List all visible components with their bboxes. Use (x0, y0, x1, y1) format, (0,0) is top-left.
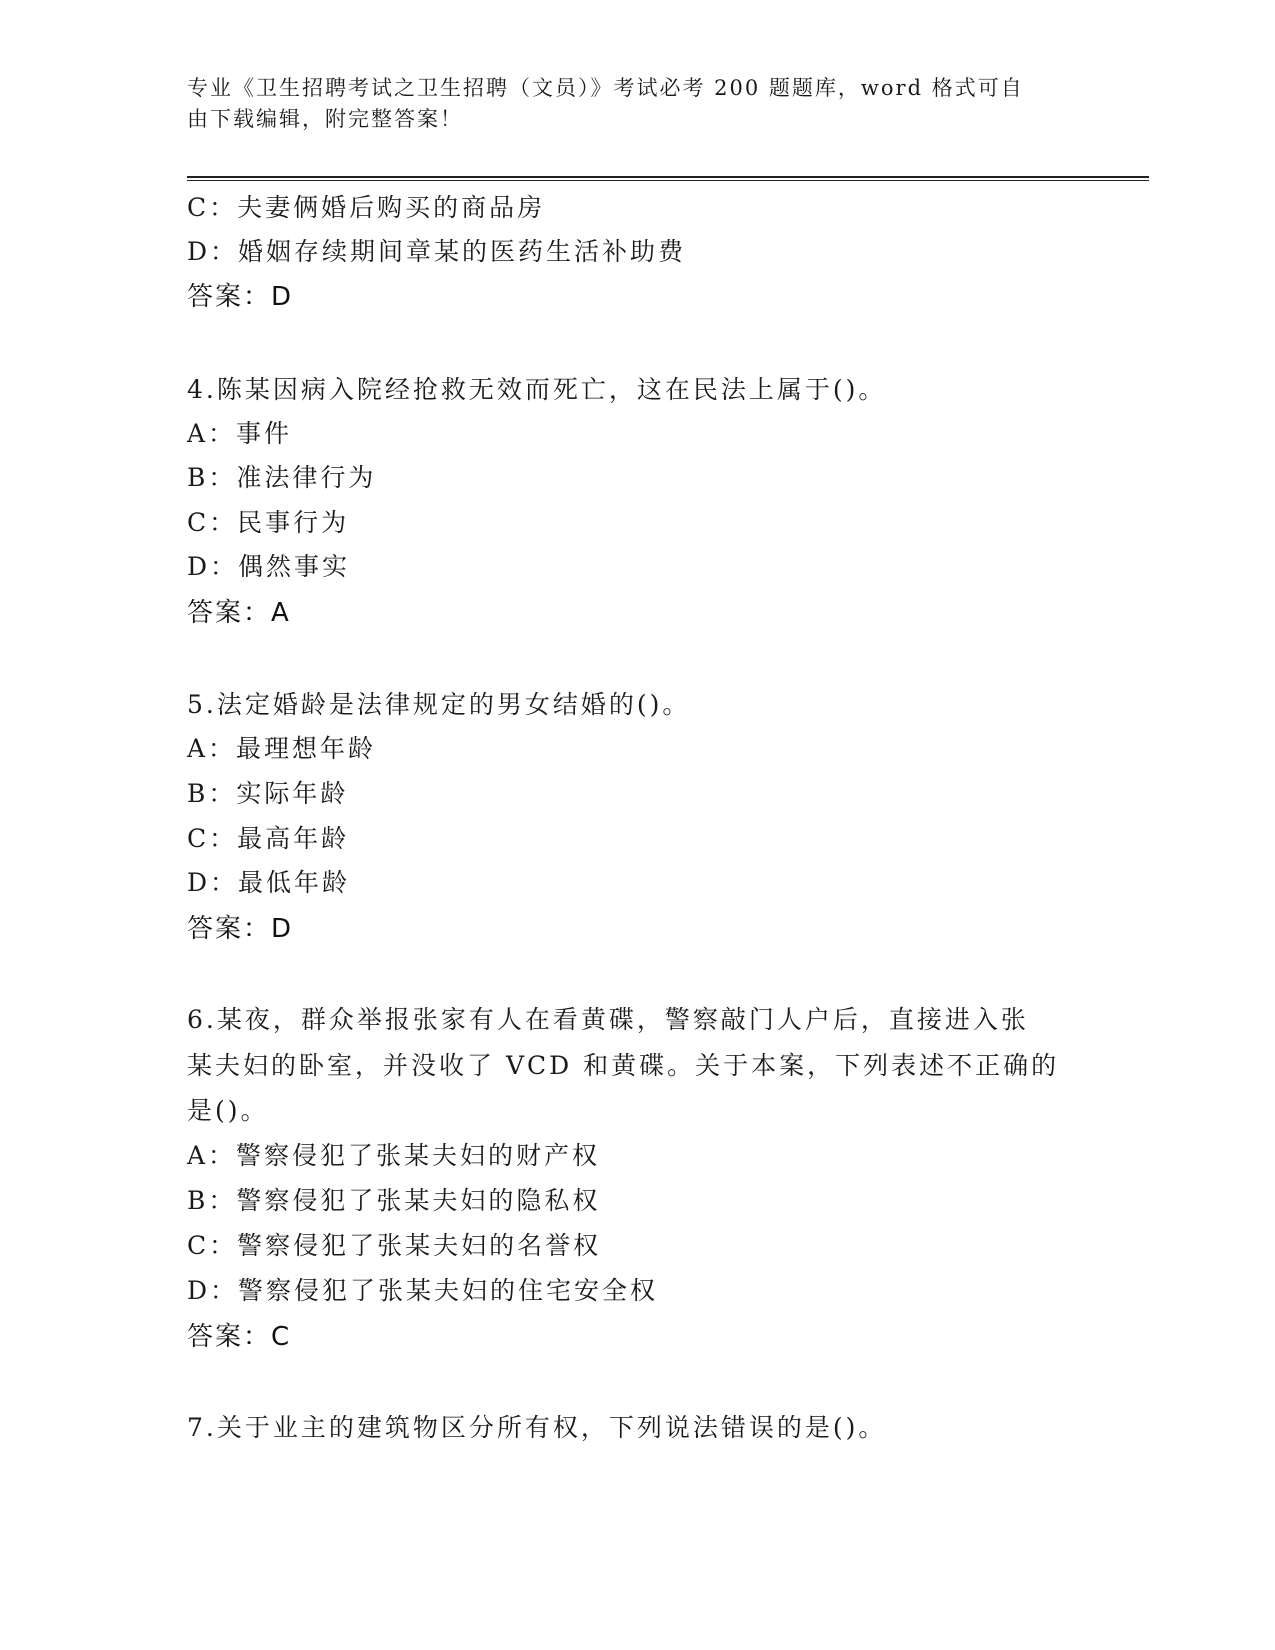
q5-option-d: D：最低年龄 (187, 868, 351, 897)
q3-option-d: D：婚姻存续期间章某的医药生活补助费 (187, 237, 687, 266)
q5-answer: 答案：D (187, 914, 294, 944)
q5-option-c: C：最高年龄 (187, 824, 350, 853)
q6-option-a: A：警察侵犯了张某夫妇的财产权 (187, 1141, 601, 1170)
q4-stem: 4.陈某因病入院经抢救无效而死亡，这在民法上属于()。 (187, 375, 887, 404)
q4-option-b: B：准法律行为 (187, 463, 377, 492)
q3-option-c: C：夫妻俩婚后购买的商品房 (187, 193, 546, 222)
q5-stem: 5.法定婚龄是法律规定的男女结婚的()。 (187, 690, 691, 719)
q6-answer: 答案：C (187, 1322, 292, 1352)
q3-answer: 答案：D (187, 282, 294, 312)
q4-answer: 答案：A (187, 598, 291, 628)
q5-option-a: A：最理想年龄 (187, 734, 377, 763)
q6-stem-line-1: 6.某夜，群众举报张家有人在看黄碟，警察敲门人户后，直接进入张 (187, 1005, 1029, 1034)
header-line-2: 由下载编辑，附完整答案！ (187, 107, 463, 131)
document-header (187, 73, 1067, 135)
q5-option-b: B：实际年龄 (187, 779, 349, 808)
q6-stem-line-3: 是()。 (187, 1096, 269, 1125)
q4-option-a: A：事件 (187, 419, 293, 448)
header-line-1: 专业《卫生招聘考试之卫生招聘（文员）》考试必考 200 题题库，word 格式可自 (187, 76, 1024, 100)
q6-option-c: C：警察侵犯了张某夫妇的名誉权 (187, 1231, 602, 1260)
q6-stem-line-2: 某夫妇的卧室，并没收了 VCD 和黄碟。关于本案，下列表述不正确的 (187, 1051, 1060, 1080)
q4-option-c: C：民事行为 (187, 508, 350, 537)
q6-option-d: D：警察侵犯了张某夫妇的住宅安全权 (187, 1276, 659, 1305)
q6-option-b: B：警察侵犯了张某夫妇的隐私权 (187, 1186, 601, 1215)
header-divider (187, 176, 1149, 181)
q7-stem: 7.关于业主的建筑物区分所有权，下列说法错误的是()。 (187, 1413, 887, 1442)
q4-option-d: D：偶然事实 (187, 552, 351, 581)
